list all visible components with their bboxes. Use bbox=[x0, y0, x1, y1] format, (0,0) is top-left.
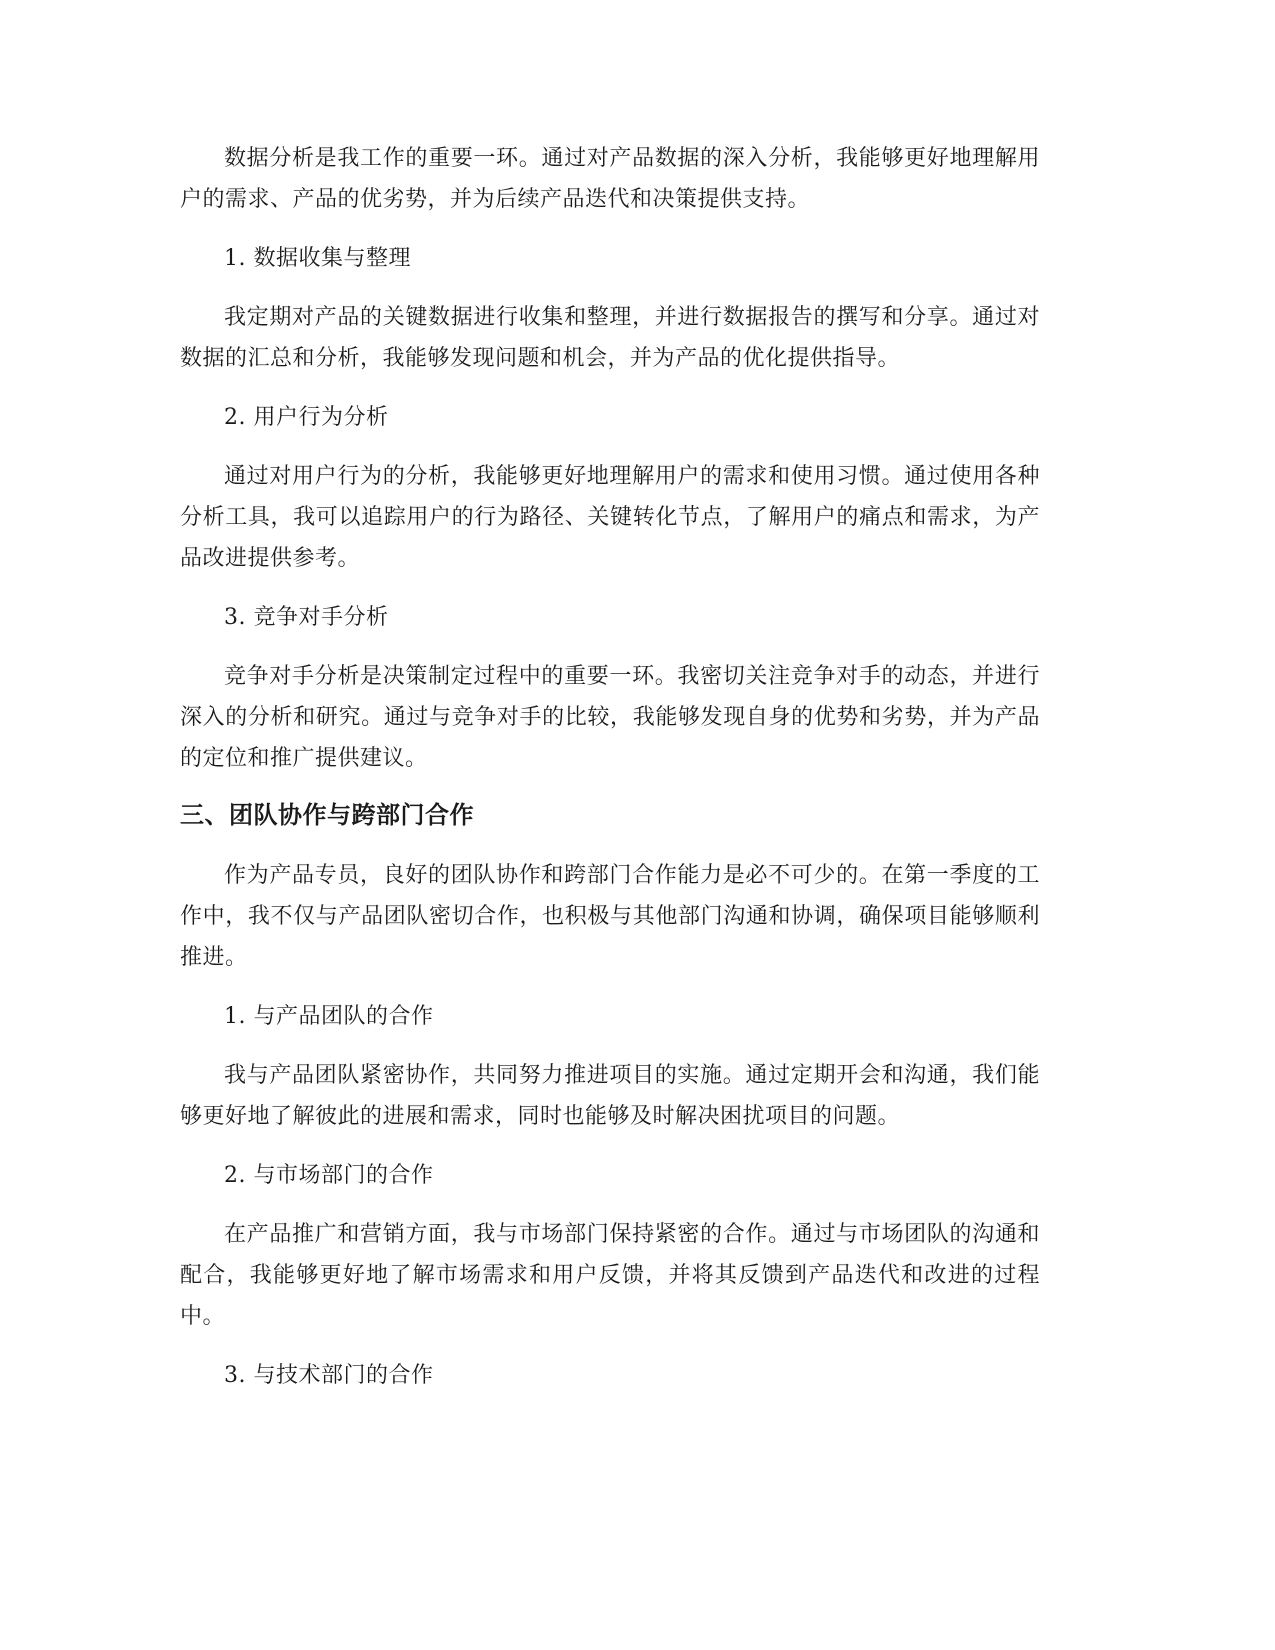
section-title-team-collaboration: 三、团队协作与跨部门合作 bbox=[180, 801, 474, 829]
subheading-user-behavior: 2. 用户行为分析 bbox=[224, 405, 389, 430]
paragraph-marketing-team: 在产品推广和营销方面，我与市场部门保持紧密的合作。通过与市场团队的沟通和配合，我能够更好地了解市场需求和用户反馈，并将其反馈到产品迭代和改进的过程中。 bbox=[180, 1222, 1040, 1329]
paragraph-product-team: 我与产品团队紧密协作，共同努力推进项目的实施。通过定期开会和沟通，我们能够更好地了解彼此的进展和需求，同时也能够及时解决困扰项目的问题。 bbox=[180, 1063, 1040, 1129]
paragraph-user-behavior: 通过对用户行为的分析，我能够更好地理解用户的需求和使用习惯。通过使用各种分析工具，我可以追踪用户的行为路径、关键转化节点，了解用户的痛点和需求，为产品改进提供参考。 bbox=[180, 464, 1040, 571]
paragraph-team-collaboration-intro: 作为产品专员，良好的团队协作和跨部门合作能力是必不可少的。在第一季度的工作中，我不仅与产品团队密切合作，也积极与其他部门沟通和协调，确保项目能够顺利推进。 bbox=[180, 863, 1040, 970]
paragraph-data-collection: 我定期对产品的关键数据进行收集和整理，并进行数据报告的撰写和分享。通过对数据的汇总和分析，我能够发现问题和机会，并为产品的优化提供指导。 bbox=[180, 305, 1040, 371]
subheading-data-collection: 1. 数据收集与整理 bbox=[224, 246, 411, 271]
document-page bbox=[180, 138, 1040, 1414]
subheading-marketing-team: 2. 与市场部门的合作 bbox=[224, 1163, 434, 1188]
subheading-product-team: 1. 与产品团队的合作 bbox=[224, 1004, 434, 1029]
paragraph-data-analysis-intro: 数据分析是我工作的重要一环。通过对产品数据的深入分析，我能够更好地理解用户的需求、产品的优劣势，并为后续产品迭代和决策提供支持。 bbox=[180, 146, 1040, 212]
paragraph-competitor-analysis: 竞争对手分析是决策制定过程中的重要一环。我密切关注竞争对手的动态，并进行深入的分析和研究。通过与竞争对手的比较，我能够发现自身的优势和劣势，并为产品的定位和推广提供建议。 bbox=[180, 664, 1040, 771]
subheading-competitor-analysis: 3. 竞争对手分析 bbox=[224, 605, 389, 630]
subheading-tech-team: 3. 与技术部门的合作 bbox=[224, 1363, 434, 1388]
